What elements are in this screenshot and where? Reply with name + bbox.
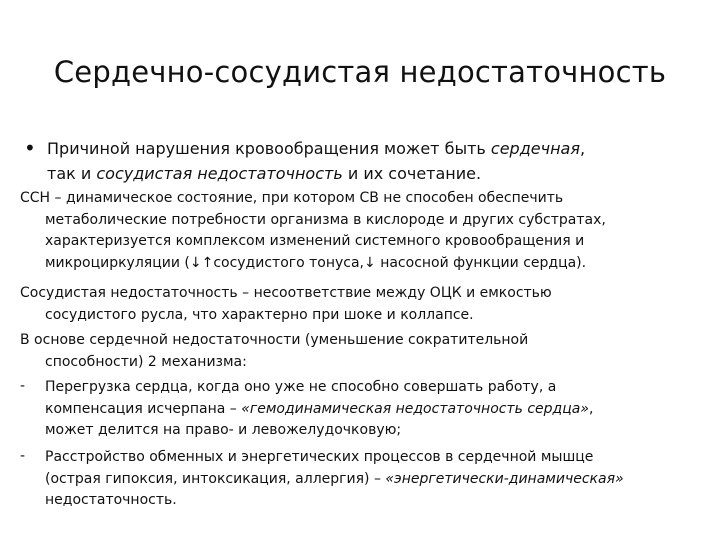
text-line: Расстройство обменных и энергетических процессов в сердечной мышце bbox=[45, 449, 594, 465]
text-line bbox=[45, 399, 710, 421]
text-run: и их сочетание. bbox=[342, 164, 482, 183]
ssn-definition bbox=[20, 188, 710, 274]
text-line: Перегрузка сердца, когда оно уже не способно совершать работу, а bbox=[45, 379, 557, 395]
mechanisms-intro bbox=[20, 330, 710, 373]
down-arrow-icon: ↓ bbox=[364, 254, 376, 271]
emphasis-text: «гемодинамическая недостаточность сердца» bbox=[241, 400, 589, 417]
text-run: сосудистого тонуса, bbox=[213, 254, 365, 271]
dash-marker: - bbox=[20, 448, 26, 464]
text-line bbox=[45, 469, 710, 491]
vascular-definition bbox=[20, 283, 710, 326]
up-down-arrows-icon: ↓↑ bbox=[189, 254, 214, 271]
text-line bbox=[20, 253, 710, 275]
text-run: компенсация исчерпана – bbox=[45, 400, 242, 417]
text-run: так и bbox=[47, 164, 97, 183]
bullet-dot-icon: • bbox=[24, 136, 36, 160]
text-run: Причиной нарушения кровообращения может быть bbox=[47, 139, 491, 158]
dash-marker: - bbox=[20, 378, 26, 394]
text-line: метаболические потребности организма в кислороде и других субстратах, bbox=[45, 211, 606, 228]
main-bullet-text bbox=[47, 136, 710, 186]
text-line: В основе сердечной недостаточности (уменьшение сократительной bbox=[20, 332, 529, 348]
text-line: способности) 2 механизма: bbox=[45, 353, 247, 370]
text-run: , bbox=[588, 400, 594, 417]
emphasis-text: сердечная bbox=[490, 139, 580, 158]
list-item bbox=[20, 447, 710, 512]
text-line: ССН – динамическое состояние, при котором СВ не способен обеспечить bbox=[20, 190, 564, 206]
text-run: насосной функции сердца). bbox=[375, 254, 587, 271]
list-item bbox=[20, 377, 710, 442]
text-line: характеризуется комплексом изменений системного кровообращения и bbox=[45, 233, 585, 249]
text-line: сосудистого русла, что характерно при шоке и коллапсе. bbox=[45, 306, 474, 323]
emphasis-text: сосудистая недостаточность bbox=[96, 164, 343, 183]
text-run: , bbox=[579, 139, 586, 158]
text-run: (острая гипоксия, интоксикация, аллергия) – bbox=[45, 470, 386, 487]
main-bullet bbox=[20, 136, 710, 186]
text-run: микроциркуляции ( bbox=[45, 254, 190, 271]
text-line: недостаточность. bbox=[45, 492, 177, 508]
emphasis-text: «энергетически-динамическая» bbox=[385, 470, 624, 487]
text-line: может делится на право- и левожелудочковую; bbox=[45, 422, 402, 438]
slide-title: Сердечно-сосудистая недостаточность bbox=[53, 55, 667, 89]
text-line: Сосудистая недостаточность – несоответствие между ОЦК и емкостью bbox=[20, 285, 552, 301]
